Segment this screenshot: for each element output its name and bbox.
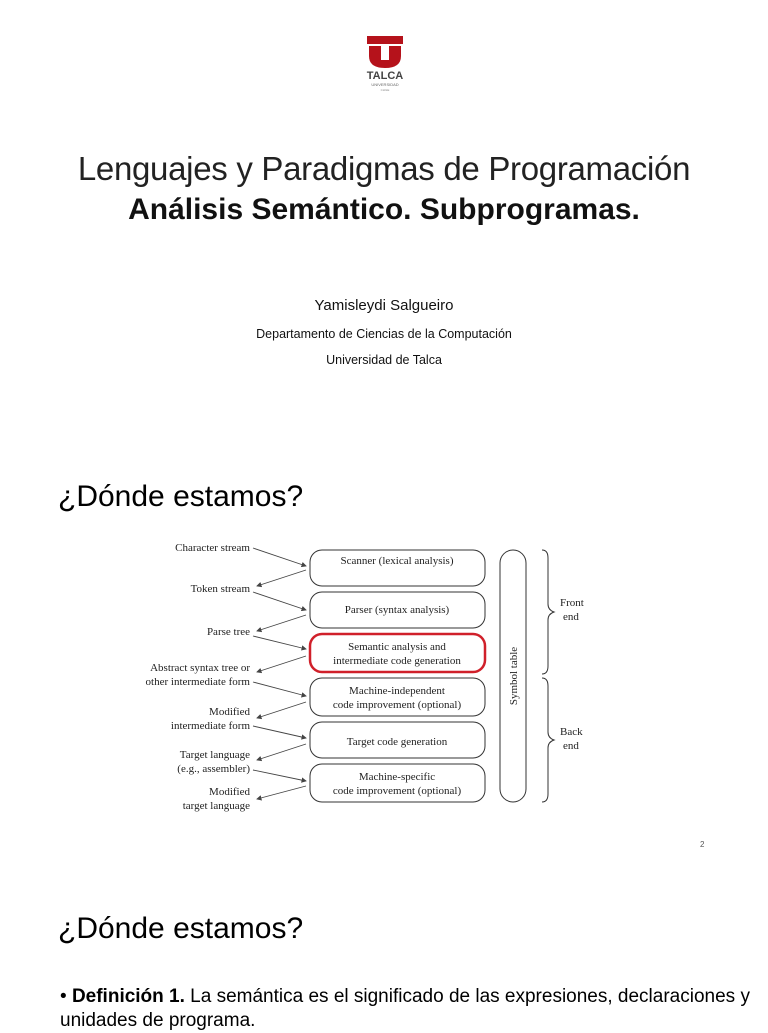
- phase-mi-line2: code improvement (optional): [332, 699, 462, 711]
- logo-stem: [381, 46, 389, 60]
- logo-brand: TALCA: [366, 70, 404, 82]
- back-end-label-2: end: [563, 740, 579, 752]
- label-target-2: (e.g., assembler): [177, 763, 250, 775]
- arrow-parser-to-tree: [257, 615, 306, 631]
- label-modified-2: intermediate form: [170, 720, 250, 732]
- arrow-lang-to-ms: [253, 770, 306, 781]
- label-ast-2: other intermediate form: [145, 676, 250, 688]
- arrow-mi-to-modified: [257, 702, 306, 718]
- logo-bar: [367, 36, 403, 44]
- slide3-heading: ¿Dónde estamos?: [58, 912, 304, 945]
- compiler-phases-diagram: [120, 536, 610, 821]
- logo-sub2: CHILE: [380, 88, 390, 92]
- phase-semantic-line2: intermediate code generation: [333, 655, 461, 667]
- label-token-stream: Token stream: [190, 583, 250, 595]
- phase-scanner-text: Scanner (lexical analysis): [340, 555, 454, 567]
- label-modified-target-2: target language: [182, 800, 250, 812]
- front-end-brace: [542, 550, 554, 674]
- slide2-heading: ¿Dónde estamos?: [58, 480, 304, 513]
- phase-parser-text: Parser (syntax analysis): [344, 604, 450, 616]
- label-ast-1: Abstract syntax tree or: [150, 662, 250, 674]
- phase-mi-line1: Machine-independent: [349, 685, 445, 697]
- symbol-table-label: Symbol table: [508, 646, 520, 706]
- label-parse-tree: Parse tree: [206, 626, 250, 638]
- arrow-modified-to-target: [253, 726, 306, 738]
- definition-bullet: • Definición 1. La semántica es el significado de las expresiones, declaraciones y unidades de programa.: [60, 986, 750, 1031]
- phase-ms-line2: code improvement (optional): [332, 785, 462, 797]
- lecture-title: Análisis Semántico. Subprogramas.: [128, 193, 640, 226]
- front-end-label-1: Front: [560, 597, 584, 609]
- label-target-1: Target language: [179, 749, 250, 761]
- phase-target-text: Target code generation: [346, 736, 448, 748]
- front-end-label-2: end: [563, 611, 579, 623]
- phase-ms-line1: Machine-specific: [358, 771, 436, 783]
- label-modified-target-1: Modified: [209, 786, 250, 798]
- arrow-char-to-scanner: [253, 548, 306, 566]
- university-logo: [355, 34, 415, 94]
- arrow-token-to-parser: [253, 592, 306, 610]
- author-name: Yamisleydi Salgueiro: [314, 297, 454, 314]
- back-end-brace: [542, 678, 554, 802]
- arrow-semantic-to-ast: [257, 656, 306, 672]
- course-title: Lenguajes y Paradigmas de Programación: [77, 150, 691, 187]
- page-number: 2: [700, 840, 705, 849]
- label-character-stream: Character stream: [175, 542, 250, 554]
- label-modified-1: Modified: [209, 706, 250, 718]
- definition-text: La semántica es el significado de las expresiones, declaraciones y unidades de programa.: [60, 986, 750, 1031]
- arrow-tree-to-semantic: [253, 636, 306, 649]
- arrow-ms-to-modified-target: [257, 786, 306, 799]
- arrow-scanner-to-token: [257, 570, 306, 586]
- back-end-label-1: Back: [560, 726, 583, 738]
- phase-semantic-line1: Semantic analysis and: [348, 641, 446, 653]
- arrow-ast-to-mi: [253, 682, 306, 696]
- definition-term: Definición 1.: [71, 986, 185, 1007]
- arrow-target-to-lang: [257, 744, 306, 760]
- logo-sub1: UNIVERSIDAD: [371, 82, 399, 87]
- university: Universidad de Talca: [326, 353, 442, 367]
- department: Departamento de Ciencias de la Computación: [256, 327, 512, 341]
